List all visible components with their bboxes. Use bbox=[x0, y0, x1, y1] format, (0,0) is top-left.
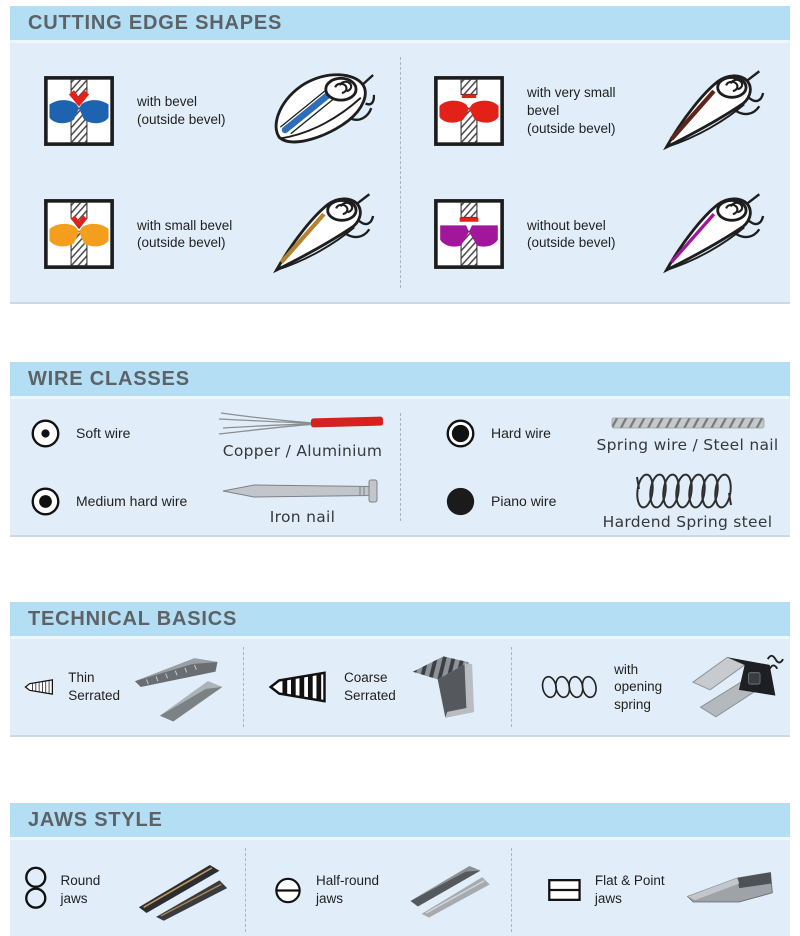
section-technical-basics bbox=[10, 602, 790, 737]
wire-example-caption: Hardend Spring steel bbox=[602, 513, 773, 531]
item-label: with small bevel (outside bevel) bbox=[137, 217, 233, 251]
soft-wire-dot-icon bbox=[30, 418, 61, 449]
section-title: CUTTING EDGE SHAPES bbox=[28, 11, 283, 34]
item-label: Thin Serrated bbox=[68, 670, 120, 703]
cutting-edge-item bbox=[400, 173, 790, 297]
section-wire-classes bbox=[10, 362, 790, 537]
cutter-head-illustration bbox=[269, 67, 375, 155]
half-round-jaws-photo bbox=[405, 859, 497, 921]
thin-serrated-jaws-photo bbox=[133, 650, 229, 724]
dashed-divider bbox=[400, 57, 401, 288]
technical-basics-item bbox=[10, 639, 243, 735]
section-cutting-edge-shapes bbox=[10, 6, 790, 304]
section-body bbox=[10, 639, 790, 737]
technical-basics-item bbox=[243, 639, 511, 735]
item-label: with very small bevel (outside bevel) bbox=[527, 85, 616, 136]
item-label: with bevel (outside bevel) bbox=[137, 94, 226, 127]
wire-class-label: Hard wire bbox=[491, 425, 551, 441]
wire-class-label: Piano wire bbox=[491, 493, 557, 509]
medium-hard-wire-dot-icon bbox=[30, 486, 61, 517]
section-body bbox=[10, 43, 790, 304]
item-label: Round jaws bbox=[60, 873, 101, 906]
copper-aluminium-wire-icon bbox=[217, 406, 389, 440]
coil-spring-icon bbox=[632, 471, 744, 511]
wire-class-label: Medium hard wire bbox=[76, 493, 188, 509]
item-label: Coarse Serrated bbox=[344, 670, 396, 703]
section-header bbox=[10, 362, 790, 399]
cutter-head-illustration bbox=[659, 190, 765, 278]
cutting-edge-item bbox=[10, 173, 400, 297]
dashed-divider bbox=[400, 413, 401, 521]
wire-example-caption: Spring wire / Steel nail bbox=[596, 436, 779, 454]
bevel-cross-section-icon bbox=[433, 75, 505, 147]
iron-nail-icon bbox=[220, 476, 386, 506]
wire-example bbox=[195, 399, 410, 467]
hard-wire-dot-icon bbox=[445, 418, 476, 449]
flat-point-jaws-icon bbox=[547, 874, 582, 906]
piano-wire-dot-icon bbox=[445, 486, 476, 517]
bevel-cross-section-icon bbox=[43, 198, 115, 270]
bevel-mark bbox=[462, 94, 476, 98]
item-label: Half-round jaws bbox=[315, 873, 380, 906]
item-label: without bevel (outside bevel) bbox=[527, 217, 616, 251]
section-header bbox=[10, 602, 790, 639]
wire-class-item bbox=[10, 399, 195, 467]
section-title: TECHNICAL BASICS bbox=[28, 607, 238, 630]
section-header bbox=[10, 6, 790, 43]
round-jaws-photo bbox=[135, 859, 231, 921]
jaws-style-item bbox=[245, 840, 511, 936]
cutter-head-illustration bbox=[269, 190, 375, 278]
coarse-serration-cone-icon bbox=[267, 670, 331, 704]
brand-logo-icon bbox=[326, 78, 356, 100]
cutting-edge-item bbox=[10, 49, 400, 173]
wire-example bbox=[585, 467, 790, 535]
wire-example bbox=[195, 467, 410, 535]
item-label: Flat & Point jaws bbox=[594, 873, 665, 906]
jaws-style-item bbox=[511, 840, 790, 936]
half-round-jaws-icon bbox=[273, 872, 303, 909]
section-body bbox=[10, 840, 790, 936]
section-title: WIRE CLASSES bbox=[28, 367, 190, 390]
wire-example-caption: Iron nail bbox=[269, 508, 336, 526]
round-jaws-icon bbox=[24, 862, 48, 918]
section-header bbox=[10, 803, 790, 840]
wire-example-caption: Copper / Aluminium bbox=[222, 442, 383, 460]
section-body bbox=[10, 399, 790, 537]
wire-class-item bbox=[10, 467, 195, 535]
thin-serration-cone-icon bbox=[24, 670, 55, 704]
wire-class-item bbox=[410, 399, 585, 467]
cutting-edge-item bbox=[400, 49, 790, 173]
section-jaws-style bbox=[10, 803, 790, 936]
coarse-serrated-jaws-photo bbox=[409, 650, 497, 724]
jaws-style-item bbox=[10, 840, 245, 936]
coil-spring-icon bbox=[539, 669, 601, 705]
cutter-with-spring-photo bbox=[689, 649, 785, 725]
wire-example bbox=[585, 399, 790, 467]
flat-point-jaws-photo bbox=[684, 862, 776, 918]
bevel-cross-section-icon bbox=[433, 198, 505, 270]
bevel-mark bbox=[460, 218, 479, 222]
technical-basics-item bbox=[511, 639, 799, 735]
wire-class-label: Soft wire bbox=[76, 425, 131, 441]
wire-class-item bbox=[410, 467, 585, 535]
cutter-head-illustration bbox=[659, 67, 765, 155]
section-title: JAWS STYLE bbox=[28, 808, 163, 831]
bevel-cross-section-icon bbox=[43, 75, 115, 147]
item-label: with opening spring bbox=[614, 661, 663, 712]
steel-cable-icon bbox=[610, 412, 766, 434]
